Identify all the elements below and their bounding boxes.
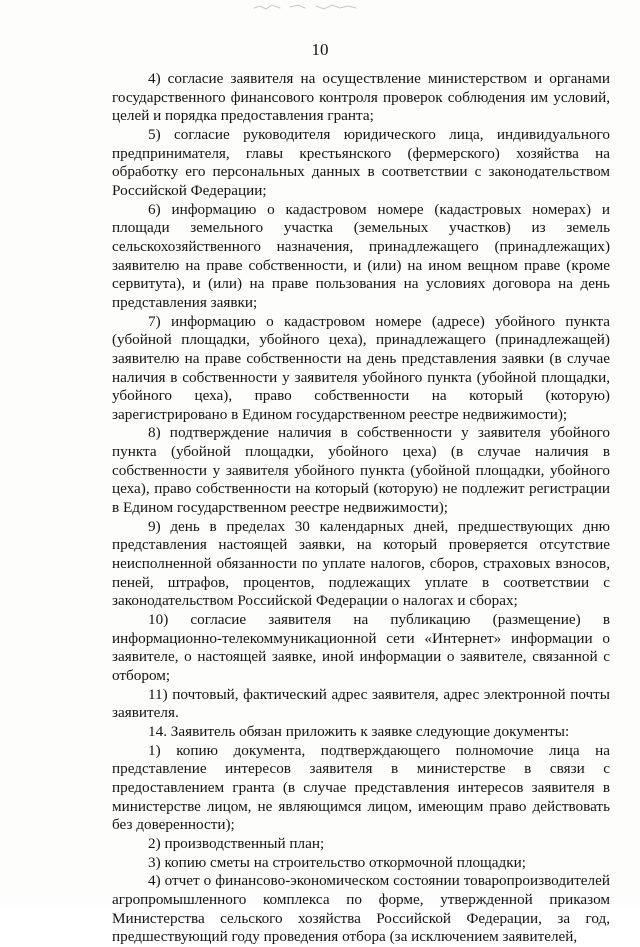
page-number: 10 <box>311 40 329 59</box>
paragraph-slaughter-point-ownership: 8) подтверждение наличия в собственности у заявителя убойного пункта (убойной площадки, убойного цеха) (в случае наличия в собственности у заявителя убойного пункта (убойной площадки, убойного цеха), право собственности на который (которую) не подлежит регистрации в Едином государственном реестре недвижимости); <box>112 424 610 517</box>
paragraph-tax-check-day: 9) день в пределах 30 календарных дней, предшествующих дню представления настоящей заявки, на который проверяется отсутствие неисполненной обязанности по уплате налогов, сборов, страховых взносов, пеней, штрафов, процентов, подлежащих уплате в соответствии с законодательством Российской Федерации о налогах и сборах; <box>112 517 610 610</box>
paragraph-cadastral-land: 6) информацию о кадастровом номере (кадастровых номерах) и площади земельного участка (земельных участков) из земель сельскохозяйственного назначения, принадлежащего (принадлежащих) заявителю на праве собственности, и (или) на ином вещном праве (кроме сервитута), и (или) на праве пользования на условиях договора на день представления заявки; <box>112 200 610 311</box>
paragraph-consent-personal-data: 5) согласие руководителя юридического лица, индивидуального предпринимателя, главы крестьянского (фермерского) хозяйства на обработку его персональных данных в соответствии с законодательством Российской Федерации; <box>112 125 610 199</box>
paragraph-financial-report: 4) отчет о финансово-экономическом состоянии товаропроизводителей агропромышленного комплекса по форме, утвержденной приказом Министерства сельского хозяйства Российской Федерации, за год, предшествующий году проведения отбора (за исключением заявителей, <box>112 872 610 946</box>
paragraph-cadastral-slaughter-point: 7) информацию о кадастровом номере (адресе) убойного пункта (убойной площадки, убойного цеха), принадлежащего (принадлежащей) заявителю на праве собственности на день представления заявки (в случае наличия в собственности у заявителя убойного пункта (убойной площадки, убойного цеха), право собственности на который (которую) зарегистрировано в Едином государственном реестре недвижимости); <box>112 312 610 423</box>
paragraph-consent-state-control: 4) согласие заявителя на осуществление министерством и органами государственного финансового контроля проверок соблюдения им условий, целей и порядка предоставления гранта; <box>112 70 610 125</box>
paragraph-consent-publication: 10) согласие заявителя на публикацию (размещение) в информационно-телекоммуникационной сети «Интернет» информации о заявителе, о настоящей заявке, иной информации о заявителе, связанной с отбором; <box>112 611 610 684</box>
document-body <box>112 70 610 947</box>
paragraph-section-14-heading: 14. Заявитель обязан приложить к заявке следующие документы: <box>148 722 570 740</box>
paragraph-applicant-addresses: 11) почтовый, фактический адрес заявителя, адрес электронной почты заявителя. <box>112 685 610 722</box>
paragraph-construction-estimate: 3) копию сметы на строительство откормочной площадки; <box>148 853 526 871</box>
scan-stamp-mark <box>250 2 360 12</box>
paragraph-production-plan: 2) производственный план; <box>148 834 325 852</box>
paragraph-power-of-attorney-copy: 1) копию документа, подтверждающего полномочие лица на представление интересов заявителя в министерстве в связи с предоставлением гранта (в случае представления интересов заявителя в министерстве лицом, не являющимся лицом, имеющим право действовать без доверенности); <box>112 741 610 834</box>
